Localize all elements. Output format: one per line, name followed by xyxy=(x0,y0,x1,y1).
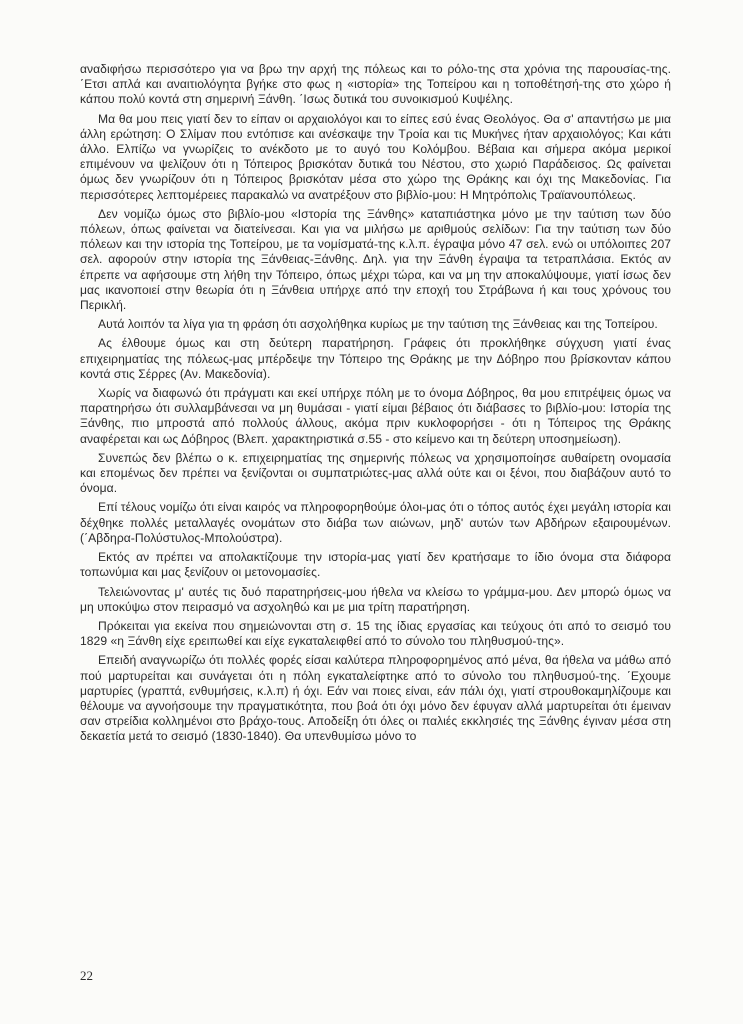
document-body xyxy=(80,62,671,749)
paragraph-7: Συνεπώς δεν βλέπω ο κ. επιχειρηματίας της σημερινής πόλεως να χρησιμοποίησε αυθαίρετη ονομασία και επομένως δεν πρέπει να ξενίζονται οι συμπατριώτες-μας αλλά ούτε και οι ξένοι, που διαβάζουν αυτό το όνομα. xyxy=(80,450,671,496)
paragraph-8: Επί τέλους νομίζω ότι είναι καιρός να πληροφορηθούμε όλοι-μας ότι ο τόπος αυτός έχει μεγάλη ιστορία και δέχθηκε πολλές μεταλλαγές ονομάτων στο διάβα των αιώνων, μηδ' αυτών των Αβδήρων εξαιρουμένων. (΄Αβδηρα-Πολύστυλος-Μπολούστρα). xyxy=(80,500,671,545)
paragraph-3: Δεν νομίζω όμως στο βιβλίο-μου «Ιστορία της Ξάνθης» καταπιάστηκα μόνο με την ταύτιση των δύο πόλεων, όπως φαίνεται να διατείνεσαι. Και για να μιλήσω με αριθμούς σελίδων: Για την ταύτιση των δύο πόλεων και την ιστορία της Τοπείρου, με τα νομίσματά-της κ.λ.π. έγραψα μόνο 47 σελ. ενώ οι υπόλοιπες 207 σελ. αφορούν στην ιστορία της Ξάνθειας-Ξάνθης. Δηλ. για την Ξάνθη έγραψα τα τετραπλάσια. Εκτός αν έπρεπε να αφήσουμε στη λήθη την Τόπειρο, όπως μέχρι τώρα, και να μη την αποκαλύψουμε, γιατί ίσως δεν μας ικανοποιεί στην θεωρία ότι η Ξάνθεια υπήρχε από την εποχή του Στράβωνα ή και τους χρόνους του Περικλή. xyxy=(80,206,671,313)
paragraph-11: Πρόκειται για εκείνα που σημειώνονται στη σ. 15 της ίδιας εργασίας και τεύχους ότι από το σεισμό του 1829 «η Ξάνθη είχε ερειπωθεί και είχε εγκαταλειφθεί από το σύνολο του πληθυσμού-της». xyxy=(80,618,671,649)
paragraph-5: Ας έλθουμε όμως και στη δεύτερη παρατήρηση. Γράφεις ότι προκλήθηκε σύγχυση γιατί ένας επιχειρηματίας της πόλεως-μας μπέρδεψε την Τόπειρο της Θράκης με την Δόβηρο που βρίσκονταν κάπου κοντά στις Σέρρες (Αν. Μακεδονία). xyxy=(80,336,671,381)
page-number: 22 xyxy=(80,968,93,983)
paragraph-1: αναδιφήσω περισσότερο για να βρω την αρχή της πόλεως και το ρόλο-της στα χρόνια της παρουσίας-της. ΄Ετσι απλά και αναιτιολόγητα βγήκε στο φως η «ιστορία» της Τοπείρου και η τοποθέτησή-της στο χώρο ή κάπου πολύ κοντά στη σημερινή Ξάνθη. ΄Ισως δυτικά του συνοικισμού Κυψέλης. xyxy=(80,62,671,107)
paragraph-9: Εκτός αν πρέπει να απολακτίζουμε την ιστορία-μας γιατί δεν κρατήσαμε το ίδιο όνομα στα διάφορα τοπωνύμια και μας ξενίζουν οι μετονομασίες. xyxy=(80,550,671,580)
paragraph-6: Χωρίς να διαφωνώ ότι πράγματι και εκεί υπήρχε πόλη με το όνομα Δόβηρος, θα μου επιτρέψεις όμως να παρατηρήσω ότι συλλαμβάνεσαι να μη θυμάσαι - γιατί είμαι βέβαιος ότι διάβασες το βιβλίο-μου: Ιστορία της Ξάνθης, πιο μπροστά από πολλούς άλλους, ακόμα πριν κυκλοφορήσει - ότι η Τόπειρος της Θράκης αναφέρεται και ως Δόβηρος (Βλεπ. χαρακτηριστικά σ.55 - στο κείμενο και τη δεύτερη υποσημείωση). xyxy=(80,386,671,446)
paragraph-12: Επειδή αναγνωρίζω ότι πολλές φορές είσαι καλύτερα πληροφορημένος από μένα, θα ήθελα να μάθω από πού μαρτυρείται και συνάγεται ότι η πόλη εγκαταλείφτηκε από το σύνολο του πληθυσμού-της. ΄Εχουμε μαρτυρίες (γραπτά, ενθυμήσεις, κ.λ.π) ή όχι. Εάν ναι ποιες είναι, εάν πάλι όχι, γιατί στρουθοκαμηλίζουμε και θέλουμε να αγνοήσουμε την πραγματικότητα, που βοά ότι όχι μόνο δεν έφυγαν αλλά μαρτυρείται ότι έμειναν σαν στρείδια κολλημένοι στο βράχο-τους. Αποδείξη ότι όλες οι παλιές εκκλησιές της Ξάνθης έγιναν μέσα στη δεκαετία μετά το σεισμό (1830-1840). Θα υπενθυμίσω μόνο το xyxy=(80,653,671,744)
paragraph-2: Μα θα μου πεις γιατί δεν το είπαν οι αρχαιολόγοι και το είπες εσύ ένας Θεολόγος. Θα σ' απαντήσω με μια άλλη ερώτηση: Ο Σλίμαν που εντόπισε και ανέσκαψε την Τροία και τις Μυκήνες ήταν αρχαιολόγος; Και κάτι άλλο. Ελπίζω να γνωρίζεις το ανέκδοτο με το αυγό του Κολόμβου. Βέβαια και σήμερα ακόμα μερικοί επιμένουν να ψελίζουν ότι η Τόπειρος βρισκόταν δυτικά του Νέστου, στο χωριό Παράδεισος. Ως φαίνεται όμως δεν γνωρίζουν ότι η Τόπειρος βρισκόταν μέσα στο χώρο της Θράκης και όχι της Μακεδονίας. Για περισσότερες λεπτομέρειες παρακαλώ να ανατρέξουν στο βιβλίο-μου: Η Μητρόπολις Τραϊανουπόλεως. xyxy=(80,111,671,202)
paragraph-10: Τελειώνοντας μ' αυτές τις δυό παρατηρήσεις-μου ήθελα να κλείσω το γράμμα-μου. Δεν μπορώ όμως να μη υποκύψω στον πειρασμό να ασχοληθώ και με μια τρίτη παρατήρηση. xyxy=(80,584,671,614)
paragraph-4: Αυτά λοιπόν τα λίγα για τη φράση ότι ασχολήθηκα κυρίως με την ταύτιση της Ξάνθειας και της Τοπείρου. xyxy=(98,317,658,332)
